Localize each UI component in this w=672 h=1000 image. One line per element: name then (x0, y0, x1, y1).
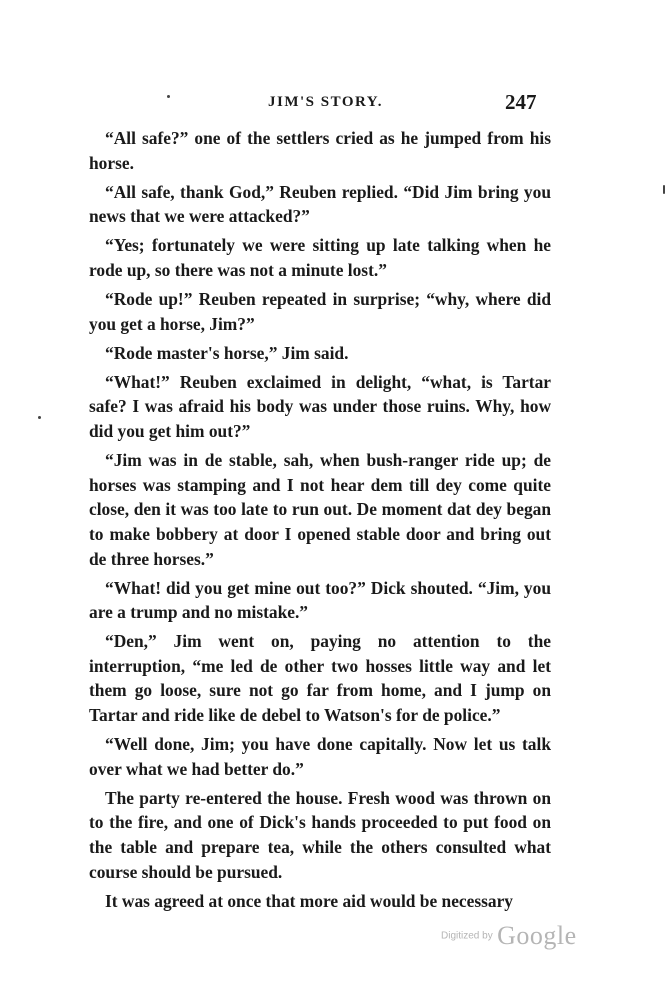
page-number: 247 (505, 90, 537, 114)
paragraph: “Den,” Jim went on, paying no attention to the interruption, “me led de other two hosses little way and let them go loose, sure not go far from home, and I jump on Tartar and ride like de debel to Watson's for de police.” (89, 631, 551, 726)
google-logo: Google (497, 921, 577, 950)
watermark-prefix: Digitized by (441, 930, 493, 942)
paragraph: “Rode master's horse,” Jim said. (105, 342, 349, 363)
digitized-watermark (441, 921, 577, 951)
paragraph: “Yes; fortunately we were sitting up late talking when he rode up, so there was not a minute lost.” (89, 235, 551, 280)
running-head: JIM'S STORY. (268, 94, 384, 110)
paragraph: “Well done, Jim; you have done capitally. Now let us talk over what we had better do.” (89, 734, 551, 779)
scan-speck (38, 416, 41, 419)
paragraph: “What!” Reuben exclaimed in delight, “what, is Tartar safe? I was afraid his body was under those ruins. Why, how did you get him out?” (89, 371, 551, 442)
paragraph: “Rode up!” Reuben repeated in surprise; “why, where did you get a horse, Jim?” (89, 289, 551, 334)
scan-speck (663, 185, 665, 194)
paragraph: “What! did you get mine out too?” Dick shouted. “Jim, you are a trump and no mistake.” (89, 577, 551, 623)
paragraph: “All safe, thank God,” Reuben replied. “Did Jim bring you news that we were attacked?” (89, 181, 551, 227)
page-header (0, 92, 672, 118)
paragraph: “All safe?” one of the settlers cried as he jumped from his horse. (89, 128, 551, 173)
paragraph: The party re-entered the house. Fresh wood was thrown on to the fire, and one of Dick's hands proceeded to put food on the table and prepare tea, while the others consulted what course should be pursued. (89, 787, 551, 882)
paragraph: It was agreed at once that more aid would be necessary (105, 890, 514, 911)
paragraph: “Jim was in de stable, sah, when bush-ranger ride up; de horses was stamping and I not hear dem till dey come quite close, den it was too late to run out. De moment dat dey began to make bobbery at door I opened stable door and bring out de three horses.” (89, 450, 551, 569)
body-text (89, 126, 551, 918)
